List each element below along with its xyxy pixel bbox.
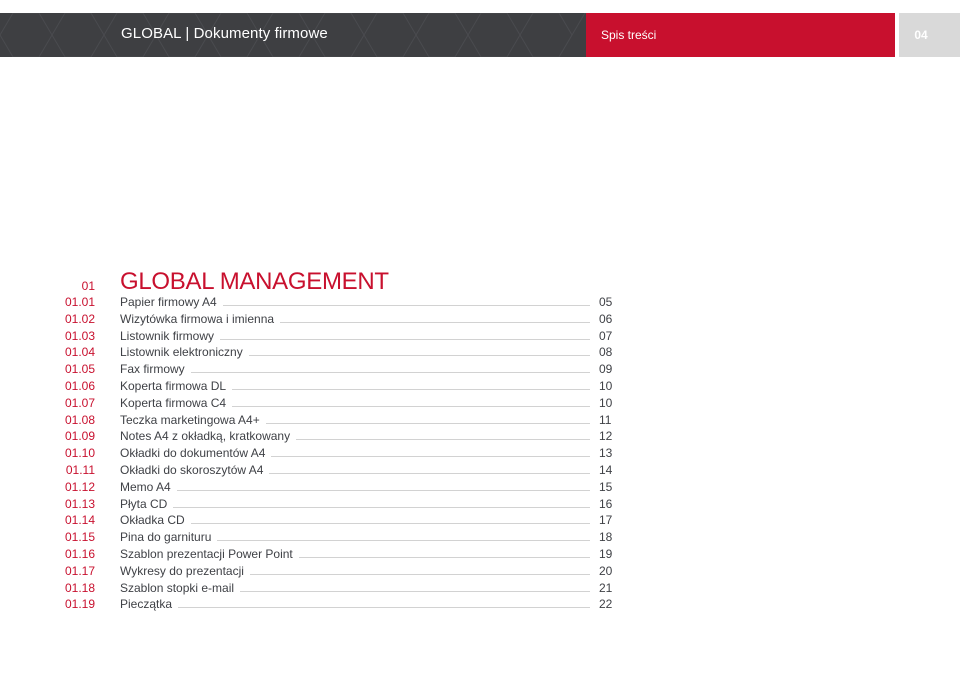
toc-entry-line	[120, 513, 590, 527]
toc-entry-number: 01.03	[64, 328, 95, 343]
toc-leader-line	[177, 490, 590, 491]
toc-entry-page: 16	[599, 496, 613, 511]
toc-entry-number: 01.12	[64, 479, 95, 494]
toc-entry-title: Pieczątka	[120, 597, 173, 612]
toc-entry-title: Okładki do dokumentów A4	[120, 446, 266, 461]
toc-entry-line	[120, 413, 590, 427]
toc-entry-page: 08	[599, 345, 613, 360]
toc-entry[interactable]	[0, 563, 960, 580]
toc-entry-page: 14	[599, 462, 613, 477]
toc-entry-number: 01.08	[64, 412, 95, 427]
toc-entry-title: Listownik firmowy	[120, 328, 215, 343]
toc-leader-line	[240, 591, 590, 592]
toc-entry[interactable]	[0, 361, 960, 378]
toc-entry-title: Płyta CD	[120, 496, 168, 511]
toc-leader-line	[232, 389, 590, 390]
toc-entry-title: Szablon prezentacji Power Point	[120, 546, 293, 561]
toc-entry-page: 07	[599, 328, 613, 343]
header-title-bar	[0, 13, 586, 57]
page-number-box	[899, 13, 960, 57]
toc-leader-line	[223, 305, 590, 306]
toc-leader-line	[178, 607, 590, 608]
toc-entry-line	[120, 564, 590, 578]
toc-entry[interactable]	[0, 512, 960, 529]
toc-leader-line	[191, 372, 590, 373]
toc-entry-number: 01.13	[64, 496, 95, 511]
toc-entry-number: 01.10	[64, 446, 95, 461]
toc-entry-page: 10	[599, 378, 613, 393]
toc-entry-line	[120, 530, 590, 544]
toc-entry-page: 11	[599, 412, 612, 427]
toc-entry-title: Papier firmowy A4	[120, 295, 217, 309]
toc-entry-line	[120, 446, 590, 460]
toc-entry[interactable]	[0, 294, 960, 311]
toc-entry-line	[120, 480, 590, 494]
toc-entry-page: 21	[599, 580, 613, 595]
toc-entry[interactable]	[0, 479, 960, 496]
document-title: GLOBAL | Dokumenty firmowe	[121, 25, 328, 42]
toc-entry[interactable]	[0, 462, 960, 479]
page-header	[0, 13, 960, 57]
toc-leader-line	[271, 456, 590, 457]
toc-entry-title: Koperta firmowa C4	[120, 395, 227, 410]
toc-leader-line	[250, 574, 590, 575]
toc-entry-page: 10	[599, 395, 613, 410]
toc-entry-line	[120, 362, 590, 376]
toc-entry[interactable]	[0, 378, 960, 395]
toc-entry-number: 01.07	[64, 395, 95, 410]
toc-entry-page: 15	[599, 479, 613, 494]
section-number: 01	[81, 279, 95, 293]
toc-entry[interactable]	[0, 311, 960, 328]
toc-entry-title: Wykresy do prezentacji	[120, 563, 244, 578]
toc-entry-number: 01.05	[64, 362, 95, 377]
toc-entry[interactable]	[0, 395, 960, 412]
toc-entry-number: 01.19	[64, 597, 95, 612]
toc-entry-title: Szablon stopki e-mail	[120, 580, 235, 595]
toc-entry[interactable]	[0, 546, 960, 563]
toc-entry-number: 01.17	[64, 563, 95, 578]
toc-entry-page: 20	[599, 563, 613, 578]
toc-entry-page: 06	[599, 311, 613, 326]
toc-entry-number: 01.06	[64, 378, 95, 393]
toc-entry-page: 13	[599, 446, 613, 461]
toc-entry[interactable]	[0, 496, 960, 513]
toc-leader-line	[191, 523, 590, 524]
toc-entry-number: 01.18	[64, 580, 95, 595]
section-heading	[0, 268, 960, 294]
toc-entry-page: 22	[599, 597, 613, 612]
toc-entry-title: Wizytówka firmowa i imienna	[120, 311, 275, 326]
toc-leader-line	[217, 540, 590, 541]
toc-entry-number: 01.16	[64, 546, 95, 561]
toc-leader-line	[269, 473, 590, 474]
toc-entry-number: 01.04	[64, 345, 95, 360]
toc-entry[interactable]	[0, 412, 960, 429]
toc-leader-line	[280, 322, 590, 323]
toc-entry-line	[120, 581, 590, 595]
toc-entry-line	[120, 463, 590, 477]
toc-entry-line	[120, 329, 590, 343]
toc-entry-title: Memo A4	[120, 479, 171, 494]
toc-entry-number: 01.02	[64, 311, 95, 326]
section-label-bar	[586, 13, 895, 57]
toc-entry-line	[120, 295, 590, 309]
toc-entry-line	[120, 379, 590, 393]
toc-entry-title: Listownik elektroniczny	[120, 345, 243, 360]
toc-entry[interactable]	[0, 344, 960, 361]
toc-entry[interactable]	[0, 445, 960, 462]
toc-entry[interactable]	[0, 428, 960, 445]
section-title: GLOBAL MANAGEMENT	[120, 268, 389, 295]
toc-entry[interactable]	[0, 529, 960, 546]
toc-leader-line	[299, 557, 590, 558]
toc-entry[interactable]	[0, 580, 960, 597]
toc-entry-title: Notes A4 z okładką, kratkowany	[120, 429, 291, 444]
toc-entry-number: 01.14	[64, 513, 95, 528]
toc-entry-page: 19	[599, 546, 613, 561]
toc-entry-page: 05	[599, 295, 613, 309]
toc-entry-title: Fax firmowy	[120, 362, 185, 377]
toc-entry-number: 01.09	[64, 429, 95, 444]
toc-entry-title: Teczka marketingowa A4+	[120, 412, 260, 427]
toc-entry-number: 01.11	[65, 462, 95, 477]
toc-leader-line	[173, 507, 590, 508]
section-label: Spis treści	[601, 28, 657, 42]
toc-entry-line	[120, 345, 590, 359]
toc-leader-line	[296, 439, 590, 440]
toc-entry-title: Okładka CD	[120, 513, 185, 528]
toc-entry-line	[120, 396, 590, 410]
toc-entry-title: Koperta firmowa DL	[120, 378, 227, 393]
toc-entry-title: Pina do garnituru	[120, 530, 212, 545]
toc-entry-number: 01.01	[64, 295, 95, 309]
toc-entry-page: 18	[599, 530, 613, 545]
page-number: 04	[914, 28, 928, 42]
toc-entry-line	[120, 547, 590, 561]
toc-leader-line	[249, 355, 590, 356]
toc-entry-page: 12	[599, 429, 613, 444]
toc-entry-line	[120, 429, 590, 443]
toc-entry[interactable]	[0, 596, 960, 613]
toc-leader-line	[220, 339, 590, 340]
toc-entry[interactable]	[0, 328, 960, 345]
toc-entry-page: 09	[599, 362, 613, 377]
toc-entry-page: 17	[599, 513, 613, 528]
toc-entry-title: Okładki do skoroszytów A4	[120, 462, 264, 477]
table-of-contents	[0, 294, 960, 613]
toc-entry-number: 01.15	[64, 530, 95, 545]
toc-leader-line	[232, 406, 590, 407]
toc-entry-line	[120, 597, 590, 611]
toc-leader-line	[266, 423, 590, 424]
toc-entry-line	[120, 497, 590, 511]
toc-entry-line	[120, 312, 590, 326]
